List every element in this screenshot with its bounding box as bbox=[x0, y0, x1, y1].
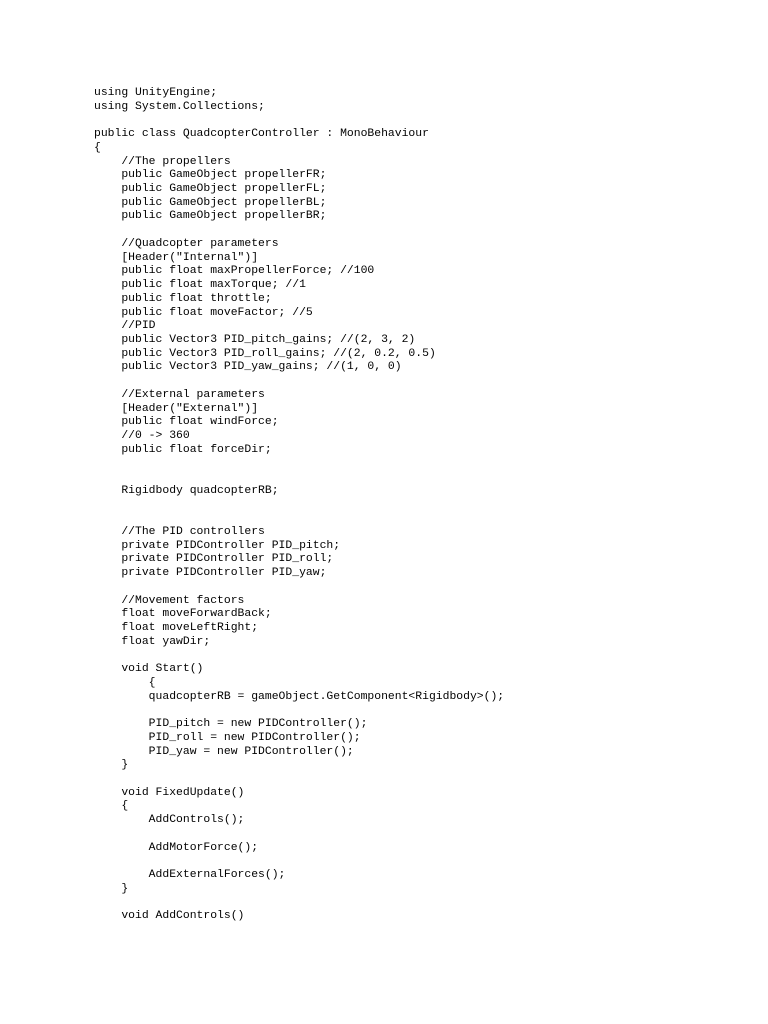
code-line: public GameObject propellerBL; bbox=[94, 196, 327, 209]
code-line: } bbox=[94, 759, 129, 772]
code-block bbox=[94, 87, 754, 924]
code-line: [Header("Internal")] bbox=[94, 251, 259, 264]
code-line bbox=[94, 114, 754, 128]
code-line: public float windForce; bbox=[94, 416, 279, 429]
code-line: public float moveFactor; //5 bbox=[94, 306, 313, 319]
code-line: private PIDController PID_yaw; bbox=[94, 567, 327, 580]
code-line: void FixedUpdate() bbox=[94, 786, 245, 799]
code-line bbox=[94, 512, 754, 526]
code-line: //Movement factors bbox=[94, 594, 245, 607]
code-line: public float maxPropellerForce; //100 bbox=[94, 265, 375, 278]
code-line: public GameObject propellerBR; bbox=[94, 210, 327, 223]
code-line: public float throttle; bbox=[94, 292, 272, 305]
code-line: PID_roll = new PIDController(); bbox=[94, 731, 361, 744]
code-line: AddControls(); bbox=[94, 814, 245, 827]
code-line: { bbox=[94, 676, 156, 689]
code-line: //External parameters bbox=[94, 388, 265, 401]
code-line: float yawDir; bbox=[94, 635, 211, 648]
code-line: quadcopterRB = gameObject.GetComponent<Rigidbody>(); bbox=[94, 690, 505, 703]
code-line bbox=[94, 855, 754, 869]
code-line: using UnityEngine; bbox=[94, 87, 218, 99]
code-line: AddMotorForce(); bbox=[94, 841, 259, 854]
code-line: float moveLeftRight; bbox=[94, 622, 259, 635]
code-line: public Vector3 PID_yaw_gains; //(1, 0, 0) bbox=[94, 361, 402, 374]
code-line: Rigidbody quadcopterRB; bbox=[94, 484, 279, 497]
code-line bbox=[94, 773, 754, 787]
code-line: PID_pitch = new PIDController(); bbox=[94, 718, 368, 731]
code-line: public GameObject propellerFR; bbox=[94, 169, 327, 182]
code-line bbox=[94, 375, 754, 389]
code-line: [Header("External")] bbox=[94, 402, 259, 415]
code-line: public float maxTorque; //1 bbox=[94, 279, 306, 292]
code-line bbox=[94, 828, 754, 842]
code-line: //PID bbox=[94, 320, 156, 333]
code-line: //0 -> 360 bbox=[94, 429, 190, 442]
code-line bbox=[94, 896, 754, 910]
code-line bbox=[94, 581, 754, 595]
code-line bbox=[94, 649, 754, 663]
code-line: public Vector3 PID_pitch_gains; //(2, 3, 2) bbox=[94, 333, 416, 346]
code-line: public float forceDir; bbox=[94, 443, 272, 456]
code-line: public Vector3 PID_roll_gains; //(2, 0.2, 0.5) bbox=[94, 347, 436, 360]
code-line: private PIDController PID_roll; bbox=[94, 553, 334, 566]
code-line: } bbox=[94, 882, 129, 895]
code-line: float moveForwardBack; bbox=[94, 608, 272, 621]
code-line: //Quadcopter parameters bbox=[94, 237, 279, 250]
code-line: { bbox=[94, 141, 101, 154]
code-line: using System.Collections; bbox=[94, 100, 265, 113]
code-line: PID_yaw = new PIDController(); bbox=[94, 745, 354, 758]
code-line: public class QuadcopterController : MonoBehaviour bbox=[94, 128, 429, 141]
code-line: { bbox=[94, 800, 129, 813]
code-line: public GameObject propellerFL; bbox=[94, 183, 327, 196]
code-line: //The PID controllers bbox=[94, 526, 265, 538]
code-line bbox=[94, 704, 754, 718]
code-line: //The propellers bbox=[94, 155, 231, 168]
code-line bbox=[94, 457, 754, 471]
code-line: private PIDController PID_pitch; bbox=[94, 539, 341, 552]
code-line: AddExternalForces(); bbox=[94, 868, 286, 881]
code-line bbox=[94, 499, 754, 513]
code-line bbox=[94, 471, 754, 485]
code-line: void Start() bbox=[94, 663, 204, 676]
code-line bbox=[94, 224, 754, 238]
code-line: void AddControls() bbox=[94, 910, 245, 923]
